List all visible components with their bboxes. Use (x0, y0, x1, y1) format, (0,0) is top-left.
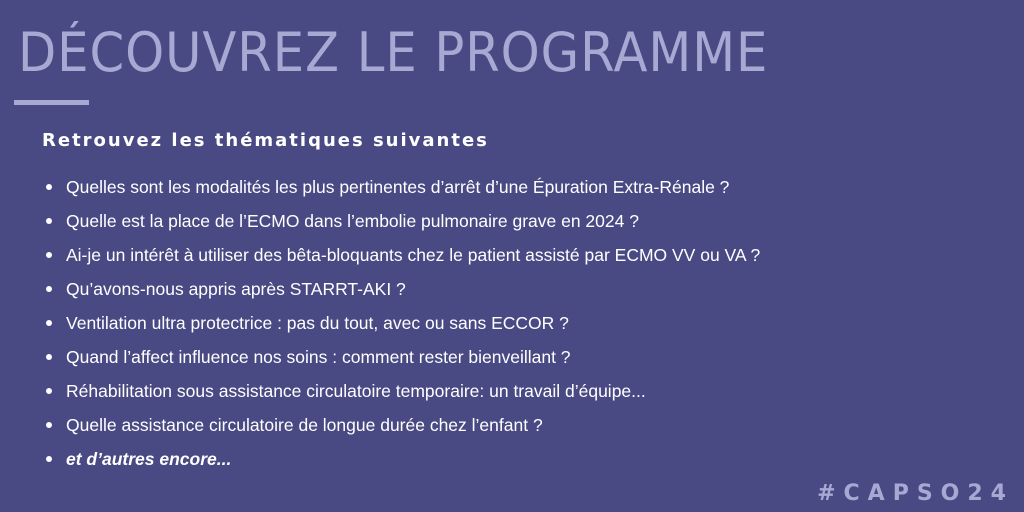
bullet-icon (46, 456, 52, 462)
page-title: DÉCOUVREZ LE PROGRAMME (18, 21, 769, 84)
topic-item (42, 306, 760, 340)
bullet-icon (46, 320, 52, 326)
topic-item (42, 272, 760, 306)
topic-text: Qu’avons-nous appris après STARRT-AKI ? (66, 279, 406, 299)
topic-text: Quelle assistance circulatoire de longue durée chez l’enfant ? (66, 415, 543, 435)
bullet-icon (46, 354, 52, 360)
event-hashtag: #CAPSO24 (817, 481, 1014, 506)
topic-item (42, 374, 760, 408)
bullet-icon (46, 286, 52, 292)
topic-text: Quelles sont les modalités les plus pertinentes d’arrêt d’une Épuration Extra-Rénale ? (66, 177, 730, 197)
topic-text: Quelle est la place de l’ECMO dans l’embolie pulmonaire grave en 2024 ? (66, 211, 639, 231)
bullet-icon (46, 422, 52, 428)
bullet-icon (46, 252, 52, 258)
topic-text: Ai-je un intérêt à utiliser des bêta-bloquants chez le patient assisté par ECMO VV ou VA ? (66, 245, 761, 265)
topic-text: Quand l’affect influence nos soins : comment rester bienveillant ? (66, 347, 571, 367)
topic-text: et d’autres encore... (66, 449, 232, 469)
topic-text: Ventilation ultra protectrice : pas du tout, avec ou sans ECCOR ? (66, 313, 569, 333)
title-underline (14, 100, 89, 105)
topic-text: Réhabilitation sous assistance circulatoire temporaire: un travail d’équipe... (66, 381, 646, 401)
bullet-icon (46, 388, 52, 394)
topic-item (42, 238, 760, 272)
bullet-icon (46, 184, 52, 190)
topic-item-more (42, 442, 760, 476)
bullet-icon (46, 218, 52, 224)
section-subtitle: Retrouvez les thématiques suivantes (42, 130, 489, 151)
topic-item (42, 408, 760, 442)
topic-item (42, 340, 760, 374)
topic-item (42, 204, 760, 238)
topic-item (42, 170, 760, 204)
topic-list (42, 170, 760, 476)
